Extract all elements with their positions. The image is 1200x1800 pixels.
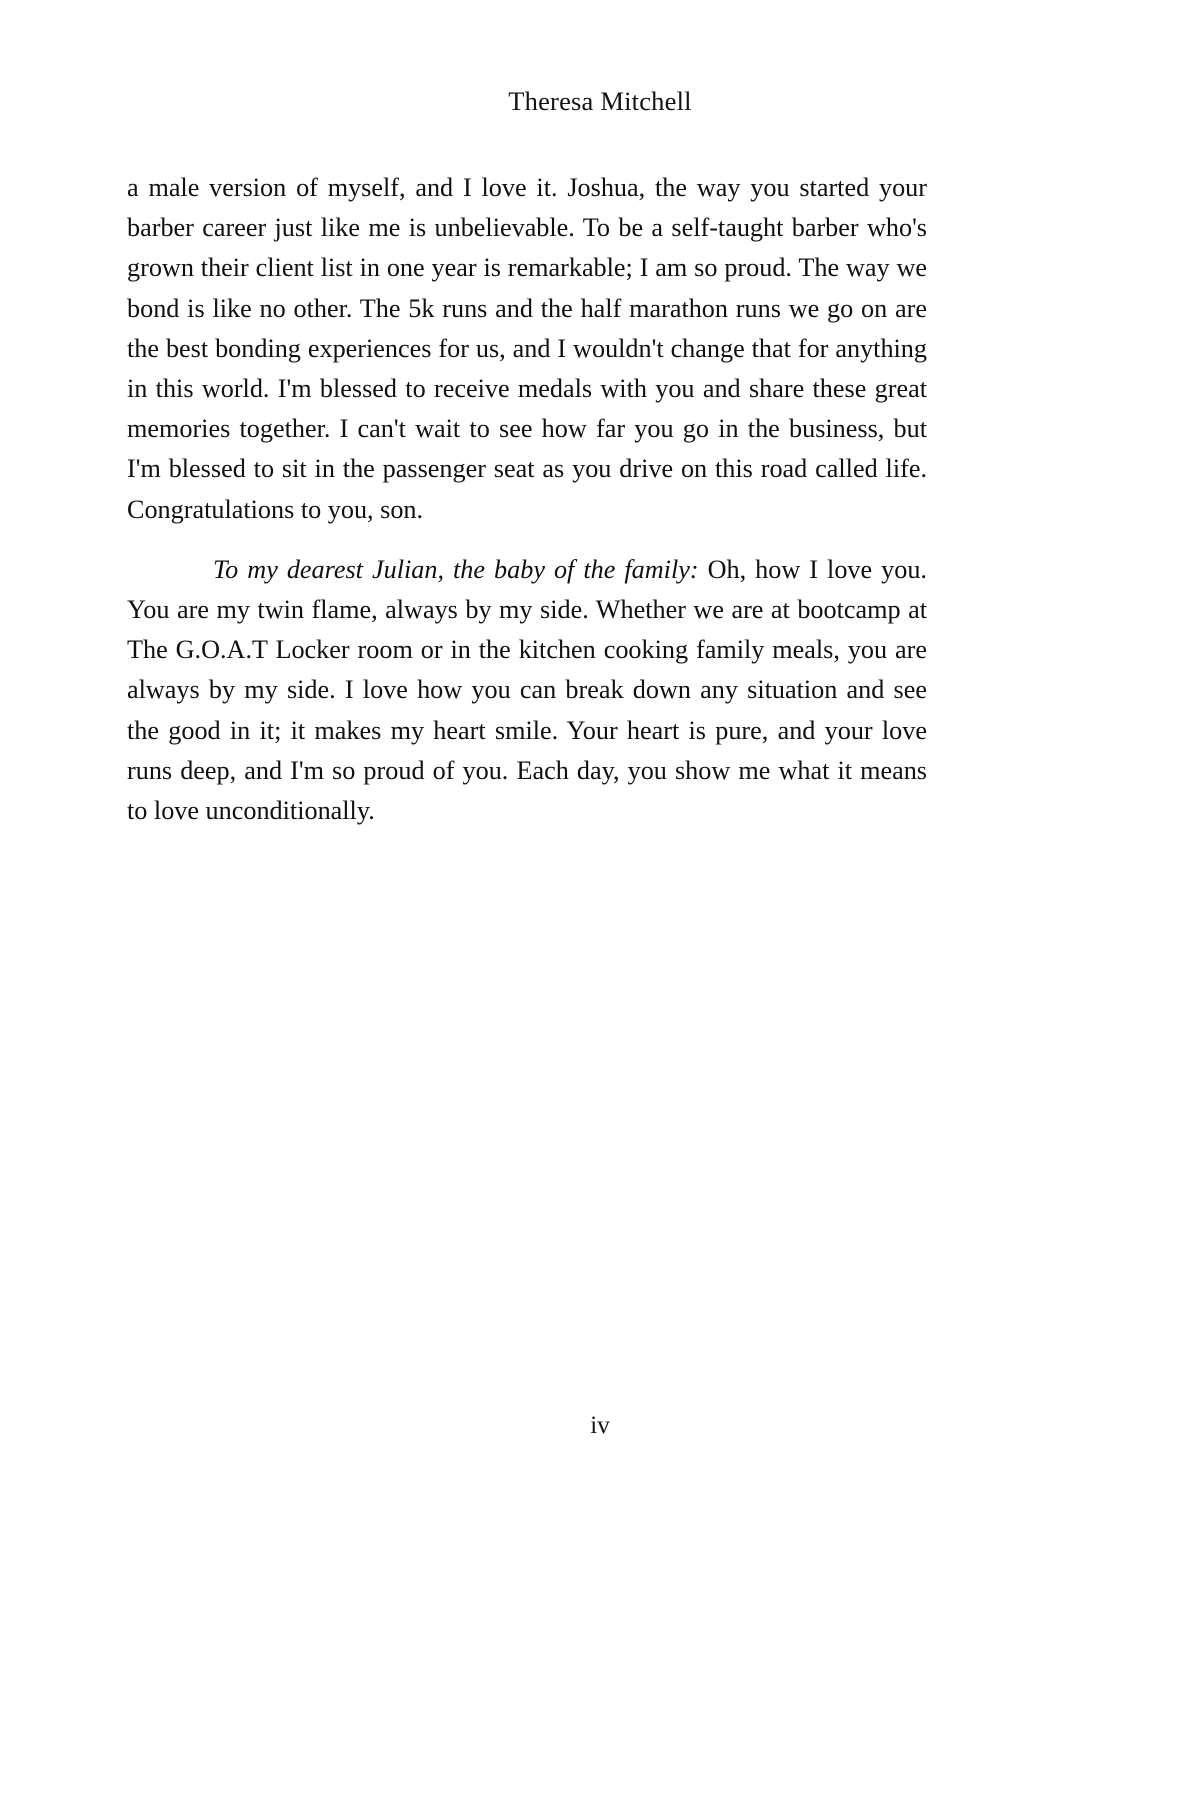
paragraph-julian-lead-in: To my dearest Julian, the baby of the family: (213, 554, 699, 584)
paragraph-julian (127, 550, 927, 831)
paragraph-joshua (127, 168, 927, 530)
page-number: iv (590, 1412, 610, 1439)
running-head-author: Theresa Mitchell (508, 86, 692, 116)
body-text-block (127, 168, 927, 831)
paragraph-julian-text: Oh, how I love you. You are my twin flame, always by my side. Whether we are at bootcamp at The G.O.A.T Locker room or in the kitchen cooking family meals, you are always by my side. I love how you can break down any situation and see the good in it; it makes my heart smile. Your heart is pure, and your love runs deep, and I'm so proud of you. Each day, you show me what it means to love unconditionally. (127, 554, 927, 826)
paragraph-joshua-text: a male version of myself, and I love it. Joshua, the way you started your barber career just like me is unbelievable. To be a self-taught barber who's grown their client list in one year is remarkable; I am so proud. The way we bond is like no other. The 5k runs and the half marathon runs we go on are the best bonding experiences for us, and I wouldn't change that for anything in this world. I'm blessed to receive medals with you and share these great memories together. I can't wait to see how far you go in the business, but I'm blessed to sit in the passenger seat as you drive on this road called life. Congratulations to you, son. (127, 173, 927, 524)
